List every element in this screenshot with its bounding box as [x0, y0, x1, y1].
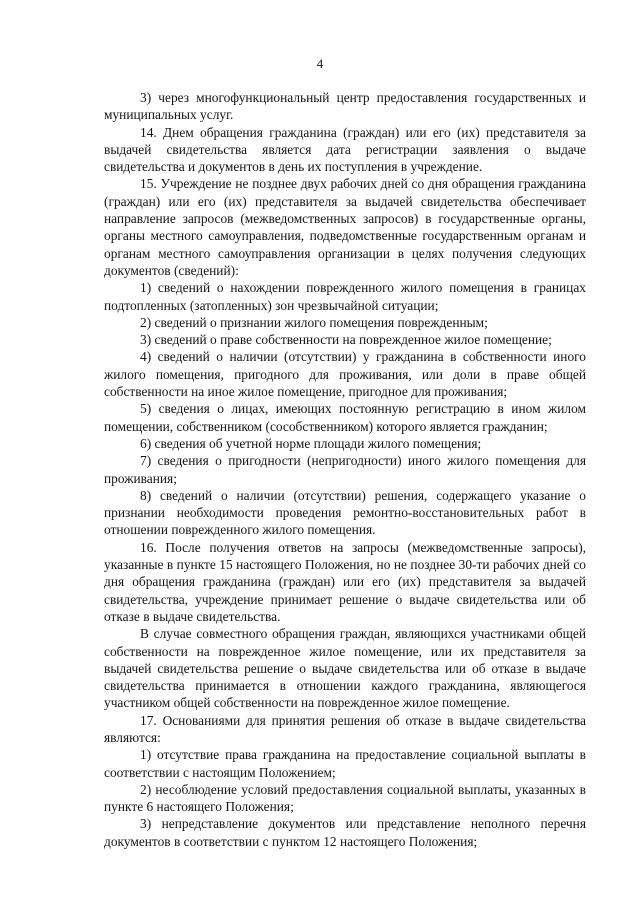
list-item: 6) сведения об учетной норме площади жилого помещения; [140, 435, 482, 451]
paragraph: 16. После получения ответов на запросы (межведомственные запросы), указанные в пункте 15 настоящего Положения, но не позднее 30-ти рабочих дней со дня обращения гражданина (граждан) или его (их) представителя за выдачей свидетельства, учреждение принимает решение о выдаче свидетельства или об отказе в выдаче свидетельства. [104, 539, 586, 624]
list-item: 8) сведений о наличии (отсутствии) решения, содержащего указание о признании необходимости проведения ремонтно-восстановительных работ в отношении поврежденного жилого помещения. [104, 487, 586, 538]
paragraph: 17. Основаниями для принятия решения об отказе в выдаче свидетельства являются: [104, 712, 586, 745]
list-item: 4) сведений о наличии (отсутствии) у гражданина в собственности иного жилого помещения, пригодного для проживания, или доли в праве общей собственности на иное жилое помещение, пригодное для проживания; [104, 349, 586, 400]
list-item: 2) сведений о признании жилого помещения поврежденным; [140, 314, 488, 330]
page-number: 4 [316, 56, 324, 71]
document-body [104, 89, 586, 850]
paragraph: 3) через многофункциональный центр предоставления государственных и муниципальных услуг. [104, 90, 586, 123]
list-item: 1) сведений о нахождении поврежденного жилого помещения в границах подтопленных (затопленных) зон чрезвычайной ситуации; [104, 280, 586, 313]
list-item: 7) сведения о пригодности (непригодности) иного жилого помещения для проживания; [104, 453, 586, 486]
list-item: 3) сведений о праве собственности на поврежденное жилое помещение; [140, 332, 552, 348]
list-item: 5) сведения о лицах, имеющих постоянную регистрацию в ином жилом помещении, собственником (сособственником) которого является гражданин; [104, 401, 586, 434]
list-item: 1) отсутствие права гражданина на предоставление социальной выплаты в соответствии с настоящим Положением; [104, 747, 586, 780]
list-item: 3) непредставление документов или представление неполного перечня документов в соответствии с пунктом 12 настоящего Положения; [104, 816, 586, 849]
paragraph: 15. Учреждение не позднее двух рабочих дней со дня обращения гражданина (граждан) или его (их) представителя за выдачей свидетельства обеспечивает направление запросов (межведомственных запросов) в государственные органы, органы местного самоуправления, подведомственные государственным органам и органам местного самоуправления организации в целях получения следующих документов (сведений): [104, 176, 586, 278]
paragraph: В случае совместного обращения граждан, являющихся участниками общей собственности на поврежденное жилое помещение, или их представителя за выдачей свидетельства решение о выдаче свидетельства или об отказе в выдаче свидетельства принимается в отношении каждого гражданина, являющегося участником общей собственности на поврежденное жилое помещение. [104, 626, 586, 711]
paragraph: 14. Днем обращения гражданина (граждан) или его (их) представителя за выдачей свидетельства является дата регистрации заявления о выдаче свидетельства и документов в день их поступления в учреждение. [104, 124, 586, 175]
list-item: 2) несоблюдение условий предоставления социальной выплаты, указанных в пункте 6 настоящего Положения; [104, 781, 586, 815]
